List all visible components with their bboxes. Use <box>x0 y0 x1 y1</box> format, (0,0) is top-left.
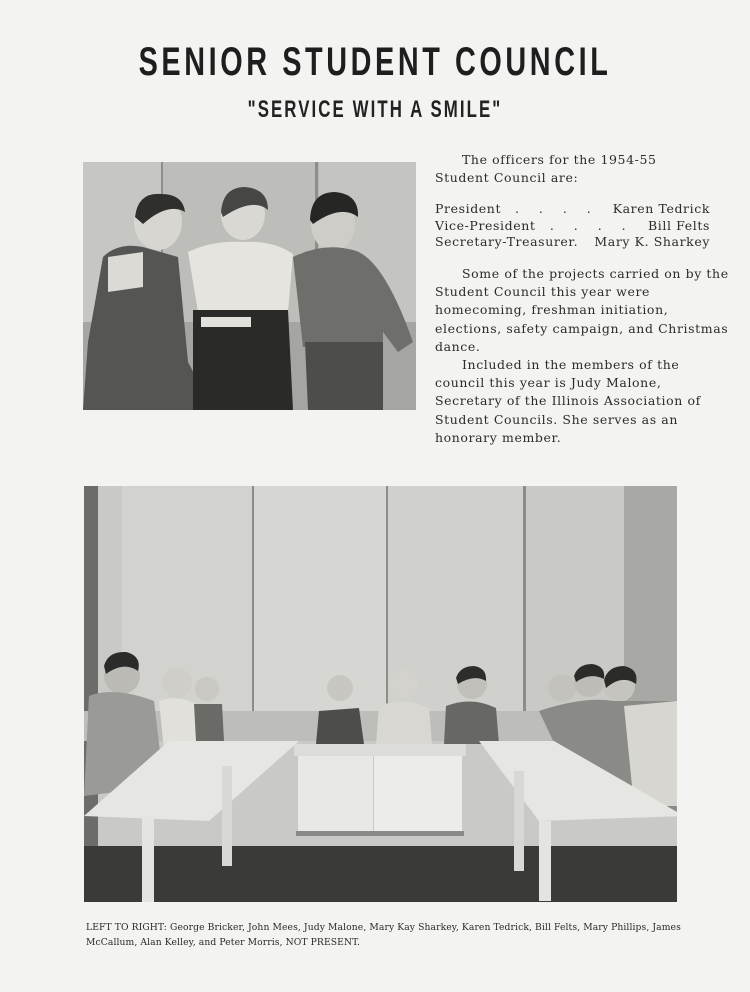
page-title: SENIOR STUDENT COUNCIL <box>138 40 612 84</box>
projects-paragraph: Some of the projects carried on by the Student Council this year were homecoming, freshman initiation, elections, safety campaign, and Christmas dance. <box>435 266 729 354</box>
intro-paragraph <box>435 151 705 187</box>
intro-text: The officers for the 1954-55 Student Council are: <box>435 152 657 186</box>
officer-role: Vice-President <box>435 217 536 233</box>
officer-role: President <box>435 201 502 216</box>
officer-row <box>435 234 710 251</box>
officer-name: Mary K. Sharkey <box>594 234 710 249</box>
officer-name: Bill Felts <box>648 217 710 233</box>
page-subtitle: "SERVICE WITH A SMILE" <box>247 96 503 123</box>
council-photo <box>84 486 677 902</box>
officer-name: Karen Tedrick <box>612 201 710 216</box>
officer-leader-dots: . . . . <box>514 201 599 216</box>
officer-leader-dots <box>578 234 594 251</box>
officer-leader-dots: . . . . <box>549 217 634 233</box>
officer-row <box>435 218 710 235</box>
projects-section <box>435 265 730 447</box>
membership-paragraph: Included in the members of the council this year is Judy Malone, Secretary of the Illinois Association of Student Councils. She serves as an honorary member. <box>435 357 701 445</box>
photo-caption: LEFT TO RIGHT: George Bricker, John Mees, Judy Malone, Mary Kay Sharkey, Karen Tedrick, Bill Felts, Mary Phillips, James McCallum, Alan Kelley, and Peter Morris, NOT PRESENT. <box>86 922 681 948</box>
officers-photo <box>83 162 416 410</box>
officers-list <box>435 201 710 251</box>
officer-row <box>435 201 710 218</box>
officer-role: Secretary-Treasurer. <box>435 234 579 249</box>
